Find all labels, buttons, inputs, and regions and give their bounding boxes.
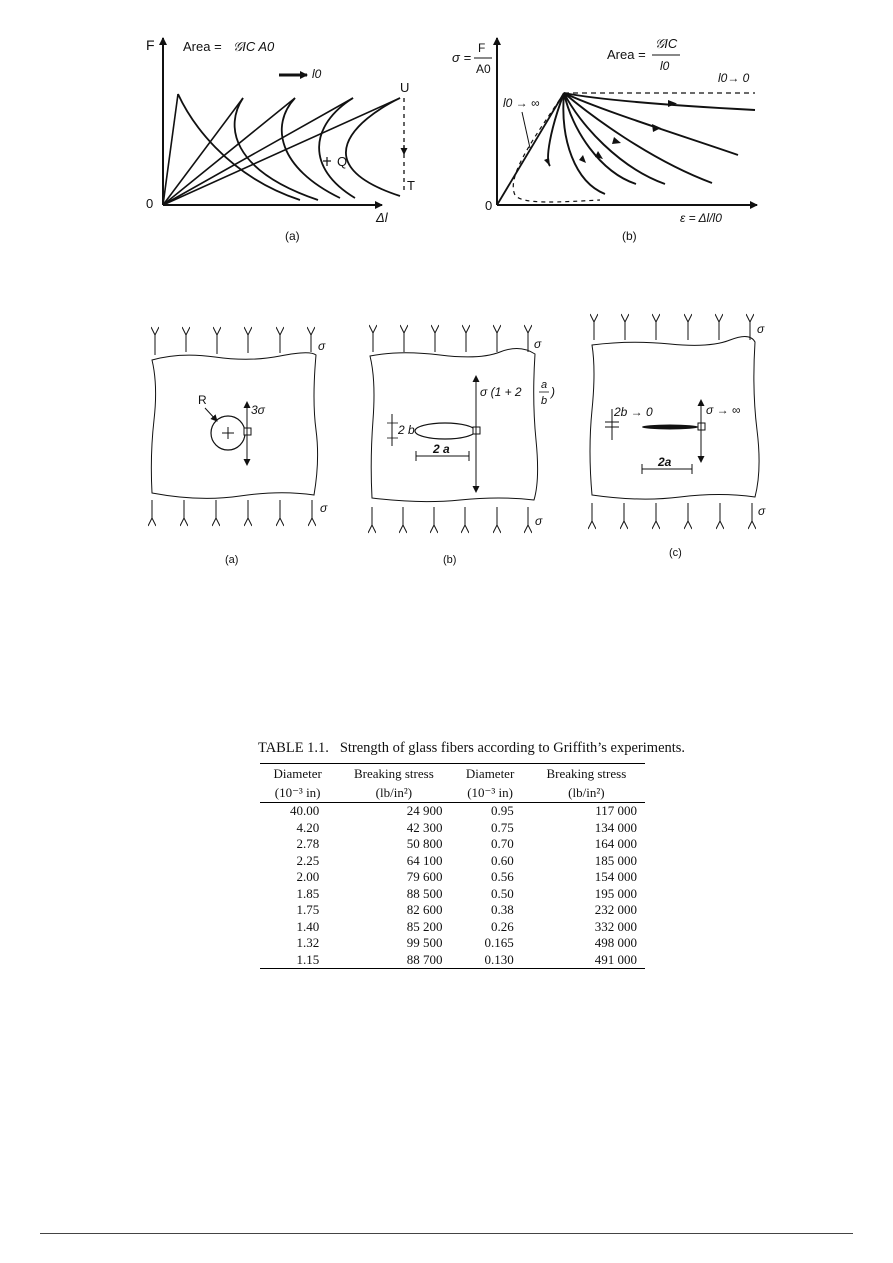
caption-2c: (c) xyxy=(669,547,682,559)
table-row xyxy=(260,952,645,969)
label-frac-a: a xyxy=(541,379,548,391)
table-caption-label: TABLE 1.1. xyxy=(258,740,329,756)
header-stress-2: Breaking stress xyxy=(528,764,645,784)
header-unit-3: (10⁻³ in) xyxy=(452,783,527,803)
table-row xyxy=(260,836,645,853)
axis-label-dl: Δl xyxy=(376,210,388,225)
area-label-b: Area = xyxy=(607,47,646,62)
table-row xyxy=(260,935,645,952)
point-t: T xyxy=(407,178,415,193)
table-row xyxy=(260,869,645,886)
fracture-curves xyxy=(178,94,400,200)
label-2b: 2 b xyxy=(398,423,415,437)
table-cell: 79 600 xyxy=(406,869,443,884)
figure-load-displacement xyxy=(0,0,893,260)
table-cell: 64 100 xyxy=(406,852,443,868)
label-sigma-formula: σ (1 + 2 xyxy=(480,385,522,399)
table-cell: 332 000 xyxy=(594,918,637,934)
sigma-bottom-b: σ xyxy=(535,514,543,528)
table-cell: 164 000 xyxy=(594,836,637,851)
panel-b-stress-strain xyxy=(452,36,757,243)
label-frac-b: b xyxy=(541,395,548,407)
data-table xyxy=(260,763,645,969)
table-cell: 1.32 xyxy=(296,935,320,950)
sigma-top-a: σ xyxy=(318,339,326,353)
table-cell: 0.26 xyxy=(491,918,514,934)
panel-a-force-displacement xyxy=(146,37,415,243)
area-value: 𝒢IC A0 xyxy=(233,39,275,54)
table-header-row-1 xyxy=(260,764,645,784)
table-cell: 0.75 xyxy=(491,819,514,835)
table-cell: 0.130 xyxy=(452,952,527,969)
plate-circular-hole xyxy=(151,335,328,566)
caption-2a: (a) xyxy=(225,554,239,566)
sigma-bottom-a: σ xyxy=(320,501,328,515)
table-row xyxy=(260,803,645,820)
table-cell: 4.20 xyxy=(296,819,320,835)
plate-elliptical-hole xyxy=(370,333,555,566)
label-2a-b: 2 a xyxy=(433,442,450,456)
crack-icon xyxy=(642,425,698,430)
area-label: Area = xyxy=(183,39,222,54)
table-cell: 82 600 xyxy=(406,902,443,917)
table-cell: 88 700 xyxy=(335,952,452,969)
table-cell: 99 500 xyxy=(406,935,443,950)
table-cell: 1.85 xyxy=(296,885,320,901)
header-stress-1: Breaking stress xyxy=(335,764,452,784)
table-row xyxy=(260,902,645,919)
table-cell: 88 500 xyxy=(406,885,443,901)
header-diameter-2: Diameter xyxy=(452,764,527,784)
table-caption-text: Strength of glass fibers according to Griffith’s experiments. xyxy=(339,740,686,756)
table-cell: 0.50 xyxy=(491,885,514,901)
header-unit-1: (10⁻³ in) xyxy=(260,783,335,803)
figure-stress-concentration xyxy=(0,300,893,570)
table-cell: 185 000 xyxy=(594,852,637,868)
axis-label-sigma-den: A0 xyxy=(476,62,491,76)
loading-lines xyxy=(163,94,400,205)
table-cell: 117 000 xyxy=(595,803,637,818)
table-cell: 0.95 xyxy=(491,803,514,818)
area-num-b: 𝒢IC xyxy=(655,36,678,51)
point-q: Q xyxy=(337,154,348,169)
table-row xyxy=(260,820,645,837)
label-2b-zero: 2b → 0 xyxy=(614,405,653,419)
caption-a: (a) xyxy=(285,229,300,243)
label-close-paren: ) xyxy=(551,385,555,399)
sigma-bottom-c: σ xyxy=(758,504,766,518)
table-cell: 491 000 xyxy=(528,952,645,969)
label-sigma-inf: σ → ∞ xyxy=(706,403,741,417)
table-cell: 2.25 xyxy=(296,852,320,868)
label-3sigma: 3σ xyxy=(251,403,265,417)
table-cell: 154 000 xyxy=(594,869,637,884)
origin-label-b: 0 xyxy=(485,198,493,213)
table-cell: 0.56 xyxy=(491,869,514,884)
table-row xyxy=(260,919,645,936)
elliptical-hole-icon xyxy=(415,423,475,439)
caption-2b: (b) xyxy=(443,554,457,566)
table-row xyxy=(260,886,645,903)
caption-b: (b) xyxy=(622,229,637,243)
table-row xyxy=(260,853,645,870)
table-cell: 0.38 xyxy=(491,902,514,917)
table-cell: 1.75 xyxy=(296,902,320,917)
table-cell: 232 000 xyxy=(594,902,637,917)
table-cell: 0.60 xyxy=(491,852,514,868)
axis-label-sigma-num: F xyxy=(478,41,486,55)
page-footer-rule xyxy=(40,1233,853,1234)
label-l0-inf: l0 → ∞ xyxy=(503,96,540,110)
axis-label-f: F xyxy=(146,37,155,53)
point-u: U xyxy=(400,80,410,95)
table-cell: 2.78 xyxy=(296,836,320,851)
table-cell: 0.165 xyxy=(484,935,514,950)
table-cell: 2.00 xyxy=(296,869,320,884)
table-cell: 195 000 xyxy=(594,885,637,901)
origin-label: 0 xyxy=(146,196,154,211)
table-cell: 40.00 xyxy=(290,803,320,818)
arrow-l0-label: l0 xyxy=(312,67,322,81)
plate-crack xyxy=(590,322,766,559)
table-cell: 1.40 xyxy=(296,918,320,934)
table-cell: 498 000 xyxy=(594,935,637,950)
softening-curves xyxy=(548,93,755,194)
label-r: R xyxy=(198,393,207,407)
table-cell: 50 800 xyxy=(406,836,443,851)
area-den-b: l0 xyxy=(660,59,670,73)
table-cell: 134 000 xyxy=(594,819,637,835)
header-diameter-1: Diameter xyxy=(260,764,335,784)
sigma-top-b: σ xyxy=(534,337,542,351)
axis-label-sigma: σ = xyxy=(452,50,472,65)
sigma-top-c: σ xyxy=(757,322,765,336)
table-cell: 24 900 xyxy=(406,803,443,818)
table-cell: 85 200 xyxy=(406,918,443,934)
header-unit-2: (lb/in²) xyxy=(335,783,452,803)
table-header-row-2 xyxy=(260,783,645,803)
table-cell: 0.70 xyxy=(491,836,514,851)
table-caption xyxy=(258,740,686,757)
axis-label-strain: ε = Δl/l0 xyxy=(680,211,722,225)
header-unit-4: (lb/in²) xyxy=(528,783,645,803)
table-cell: 1.15 xyxy=(260,952,335,969)
label-l0-zero: l0→ 0 xyxy=(718,71,750,85)
label-2a-c: 2a xyxy=(658,455,672,469)
table-cell: 42 300 xyxy=(406,819,443,835)
table-griffith xyxy=(258,740,686,969)
